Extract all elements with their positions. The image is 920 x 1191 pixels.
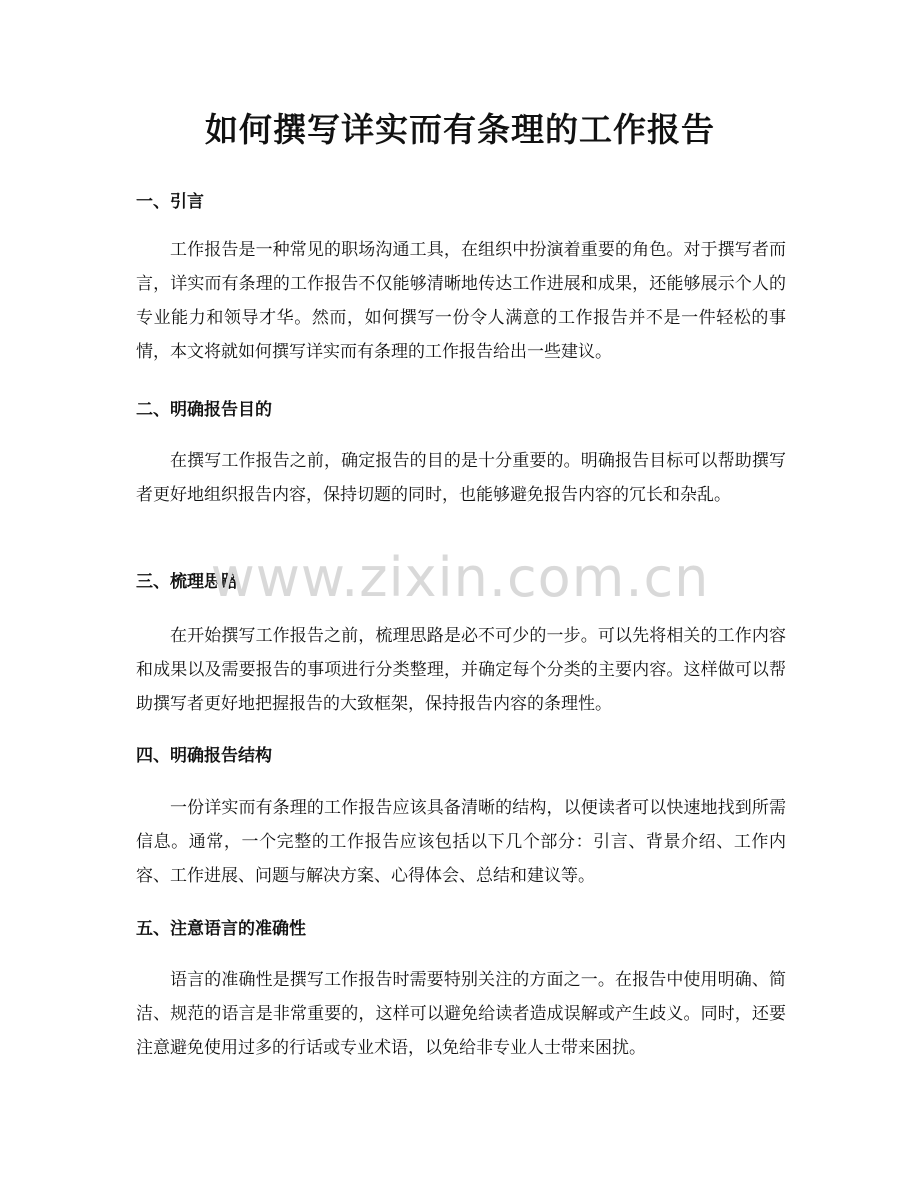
section-body-language-accuracy: 语言的准确性是撰写工作报告时需要特别关注的方面之一。在报告中使用明确、简洁、规范的语言是非常重要的，这样可以避免给读者造成误解或产生歧义。同时，还要注意避免使用过多的行话或专业术语，以免给非专业人士带来困扰。 (136, 970, 786, 1058)
section-heading-report-purpose: 二、明确报告目的 (136, 400, 272, 420)
page-title: 如何撰写详实而有条理的工作报告 (205, 110, 715, 149)
section-heading-sort-thoughts: 三、梳理思路 (136, 572, 238, 592)
watermark: www.zixin.com.cn (210, 546, 710, 609)
section-body-sort-thoughts: 在开始撰写工作报告之前，梳理思路是必不可少的一步。可以先将相关的工作内容和成果以及需要报告的事项进行分类整理，并确定每个分类的主要内容。这样做可以帮助撰写者更好地把握报告的大致框架，保持报告内容的条理性。 (136, 626, 786, 714)
section-heading-language-accuracy: 五、注意语言的准确性 (136, 919, 306, 939)
section-heading-introduction: 一、引言 (136, 192, 204, 212)
section-body-report-structure: 一份详实而有条理的工作报告应该具备清晰的结构，以便读者可以快速地找到所需信息。通常，一个完整的工作报告应该包括以下几个部分：引言、背景介绍、工作内容、工作进展、问题与解决方案、心得体会、总结和建议等。 (136, 798, 786, 886)
section-heading-report-structure: 四、明确报告结构 (136, 746, 272, 766)
section-body-introduction: 工作报告是一种常见的职场沟通工具，在组织中扮演着重要的角色。对于撰写者而言，详实而有条理的工作报告不仅能够清晰地传达工作进展和成果，还能够展示个人的专业能力和领导才华。然而，如何撰写一份令人满意的工作报告并不是一件轻松的事情，本文将就如何撰写详实而有条理的工作报告给出一些建议。 (136, 240, 786, 362)
section-body-report-purpose: 在撰写工作报告之前，确定报告的目的是十分重要的。明确报告目标可以帮助撰写者更好地组织报告内容，保持切题的同时，也能够避免报告内容的冗长和杂乱。 (136, 451, 786, 505)
